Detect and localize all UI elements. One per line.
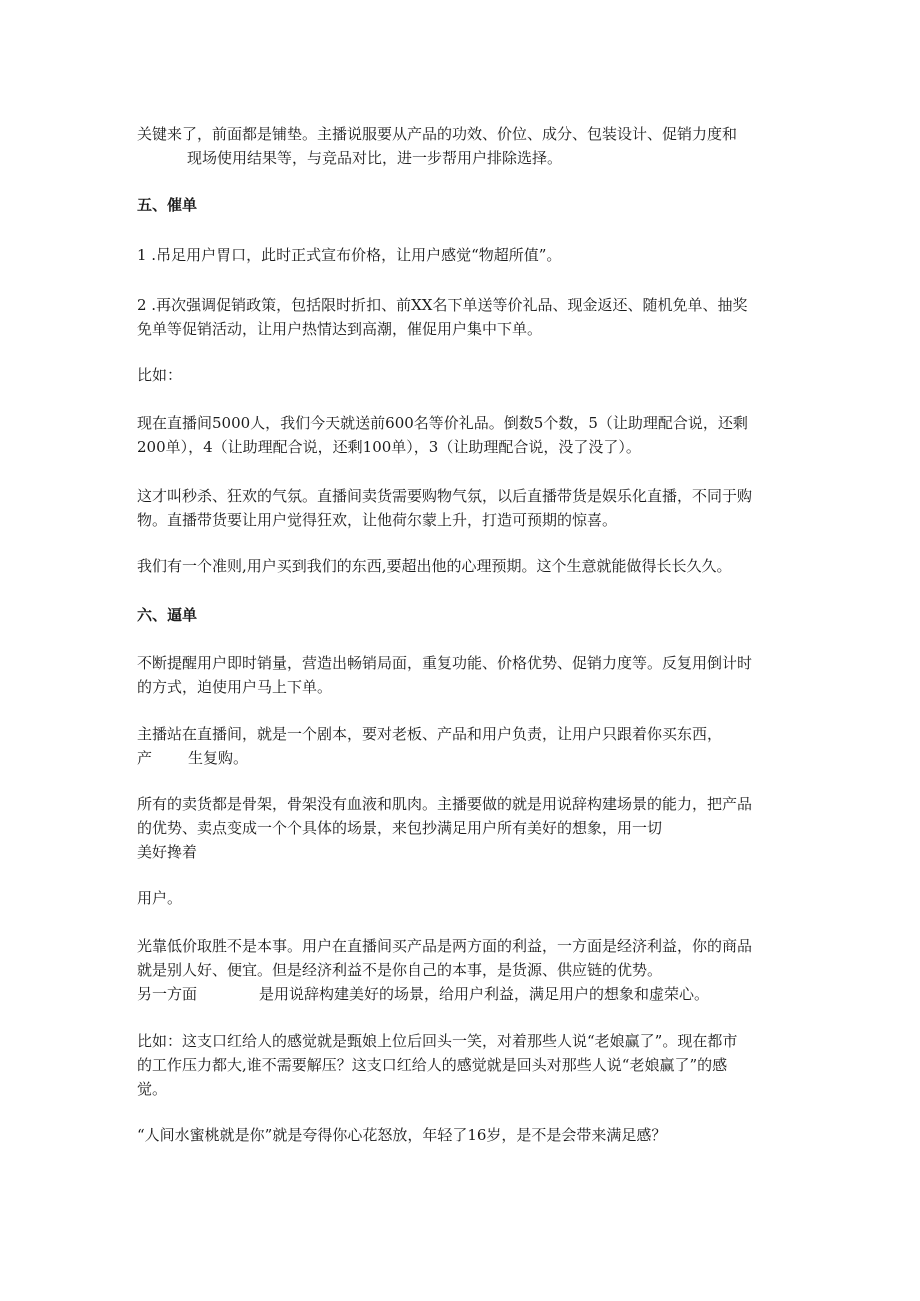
paragraph (137, 363, 787, 387)
text-line: 的优势、卖点变成一个个具体的场景，来包抄满足用户所有美好的想象，用一切 (137, 819, 663, 837)
text-line: “人间水蜜桃就是你”就是夸得你心花怒放，年轻了16岁，是不是会带来满足感？ (137, 1126, 667, 1144)
text-line: 比如：这支口红给人的感觉就是甄娘上位后回头一笑，对着那些人说“老娘赢了”。现在都市 (137, 1032, 738, 1050)
paragraph (137, 293, 787, 341)
text-line: 比如： (137, 366, 183, 384)
text-line: 不断提醒用户即时销量，营造出畅销局面，重复功能、价格优势、促销力度等。反复用倒计时 (137, 654, 753, 672)
text-fragment: 另一方面 (137, 985, 198, 1003)
paragraph (137, 1123, 787, 1147)
text-line: 就是别人好、便宜。但是经济利益不是你自己的本事，是货源、供应链的优势。 (137, 961, 663, 979)
section-heading-5: 五、催单 (137, 196, 198, 214)
paragraph (137, 792, 787, 864)
text-line: 主播站在直播间，就是一个剧本，要对老板、产品和用户负责，让用户只跟着你买东西， (137, 725, 723, 743)
text-line: 200单），4（让助理配合说，还剩100单），3（让助理配合说，没了没了）。 (137, 438, 641, 456)
paragraph (137, 651, 787, 699)
text-line: 2 .再次强调促销政策，包括限时折扣、前XX名下单送等价礼品、现金返还、随机免单、抽奖 (137, 296, 748, 314)
paragraph (137, 722, 787, 770)
paragraph (137, 1029, 787, 1101)
text-line: 这才叫秒杀、狂欢的气氛。直播间卖货需要购物气氛，以后直播带货是娱乐化直播，不同于购 (137, 487, 753, 505)
text-line: 所有的卖货都是骨架，骨架没有血液和肌肉。主播要做的就是用说辞构建场景的能力，把产品 (137, 795, 753, 813)
paragraph (137, 484, 787, 532)
text-line: 美好搀着 (137, 843, 198, 861)
text-line: 现场使用结果等，与竞品对比，进一步帮用户排除选择。 (187, 149, 563, 167)
intro-paragraph (137, 122, 787, 170)
text-fragment: 生复购。 (188, 749, 249, 767)
text-line: 光靠低价取胜不是本事。用户在直播间买产品是两方面的利益，一方面是经济利益，你的商品 (137, 937, 753, 955)
paragraph (137, 243, 787, 267)
paragraph (137, 554, 787, 578)
section-heading-6: 六、逼单 (137, 606, 198, 624)
paragraph (137, 886, 787, 910)
text-line: 1 .吊足用户胃口，此时正式宣布价格，让用户感觉“物超所值”。 (137, 246, 562, 264)
text-fragment: 是用说辞构建美好的场景，给用户利益，满足用户的想象和虚荣心。 (259, 985, 710, 1003)
paragraph (137, 934, 787, 1006)
text-line: 用户。 (137, 889, 183, 907)
text-line: 的工作压力都大,谁不需要解压？这支口红给人的感觉就是回头对那些人说“老娘赢了”的感 (137, 1056, 728, 1074)
text-line: 免单等促销活动，让用户热情达到高潮，催促用户集中下单。 (137, 320, 543, 338)
text-line: 我们有一个准则,用户买到我们的东西,要超出他的心理预期。这个生意就能做得长长久久。 (137, 557, 732, 575)
text-line: 的方式，迫使用户马上下单。 (137, 678, 333, 696)
paragraph (137, 411, 787, 459)
text-line: 觉。 (137, 1080, 168, 1098)
text-fragment: 产 (137, 749, 153, 767)
text-line (137, 982, 787, 1006)
text-line: 物。直播带货要让用户觉得狂欢，让他荷尔蒙上升，打造可预期的惊喜。 (137, 511, 618, 529)
text-line (137, 746, 787, 770)
text-line: 关键来了，前面都是铺垫。主播说服要从产品的功效、价位、成分、包装设计、促销力度和 (137, 125, 738, 143)
text-line: 现在直播间5000人，我们今天就送前600名等价礼品。倒数5个数，5（让助理配合说，还剩 (137, 414, 748, 432)
